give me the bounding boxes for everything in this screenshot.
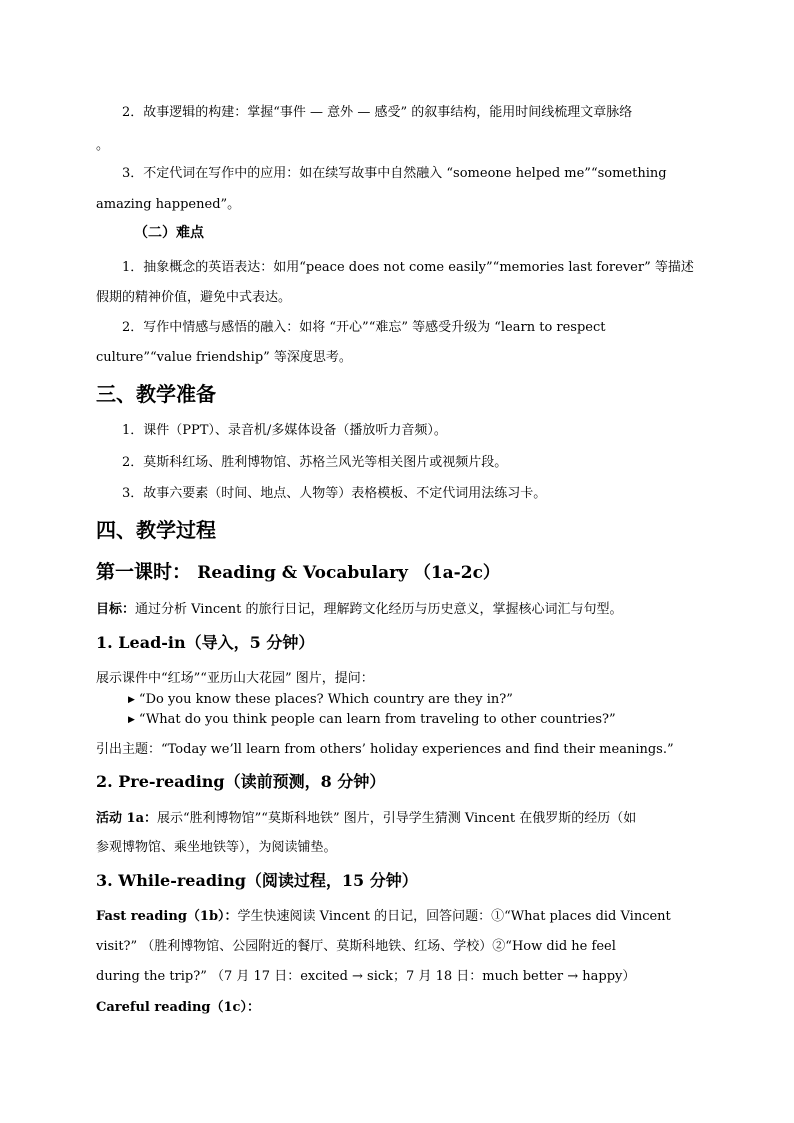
preparation-heading: 三、教学准备 <box>96 382 216 406</box>
fast-reading-label: Fast reading（1b）： <box>96 909 238 924</box>
fast-reading-line3: during the trip?” （7 月 17 日：excited → sick；7 月 18 日：much better → happy） <box>96 969 636 984</box>
bullet-arrow-icon: ▶ <box>128 695 135 705</box>
preparation-item-3: 3．故事六要素（时间、地点、人物等）表格模板、不定代词用法练习卡。 <box>122 486 547 501</box>
lesson1-heading-en: Reading & Vocabulary （1a-2c） <box>197 563 500 583</box>
difficulty-2-line2: culture”“value friendship” 等深度思考。 <box>96 350 352 365</box>
leadin-heading: 1. Lead-in（导入，5 分钟） <box>96 633 315 652</box>
activity-label: 活动 1a： <box>96 811 157 826</box>
goal-label: 目标： <box>96 602 136 617</box>
activity-1a-line1 <box>96 807 636 826</box>
goal-text: 通过分析 Vincent 的旅行日记，理解跨文化经历与历史意义，掌握核心词汇与句型。 <box>135 602 623 617</box>
difficulties-heading: （二）难点 <box>134 225 204 241</box>
activity-text-1: 展示“胜利博物馆”“莫斯科地铁” 图片，引导学生猜测 Vincent 在俄罗斯的经历（如 <box>157 811 637 826</box>
fast-reading-text-1: 学生快速阅读 Vincent 的日记，回答问题：①“What places did Vincent <box>237 909 671 924</box>
bullet-item-2 <box>128 712 616 727</box>
leadin-intro: 展示课件中“红场”“亚历山大花园” 图片，提问： <box>96 671 374 686</box>
key-point-3-line1: 3．不定代词在写作中的应用：如在续写故事中自然融入 “someone helped me”“something <box>122 166 667 181</box>
prereading-heading: 2. Pre-reading（读前预测，8 分钟） <box>96 772 386 791</box>
careful-reading-label: Careful reading（1c）： <box>96 1000 260 1015</box>
key-point-2-line2: 。 <box>96 138 110 153</box>
difficulty-1-line2: 假期的精神价值，避免中式表达。 <box>96 290 292 305</box>
activity-1a-line2: 参观博物馆、乘坐地铁等），为阅读铺垫。 <box>96 840 337 855</box>
fast-reading-line2: visit?” （胜利博物馆、公园附近的餐厅、莫斯科地铁、红场、学校）②“How did he feel <box>96 939 616 954</box>
process-heading: 四、教学过程 <box>96 518 216 542</box>
lesson1-heading <box>96 557 500 584</box>
bullet-2-text: “What do you think people can learn from traveling to other countries?” <box>138 712 616 727</box>
difficulty-1-line1: 1．抽象概念的英语表达：如用“peace does not come easily”“memories last forever” 等描述 <box>122 260 694 275</box>
difficulty-2-line1: 2．写作中情感与感悟的融入：如将 “开心”“难忘” 等感受升级为 “learn to respect <box>122 320 606 335</box>
bullet-arrow-icon: ▶ <box>128 715 135 725</box>
key-point-3-line2: amazing happened”。 <box>96 197 241 212</box>
whilereading-heading: 3. While-reading（阅读过程，15 分钟） <box>96 871 418 890</box>
preparation-item-1: 1．课件（PPT）、录音机/多媒体设备（播放听力音频）。 <box>122 423 447 438</box>
bullet-item-1 <box>128 692 513 707</box>
goal-line <box>96 598 623 617</box>
lesson1-heading-cn: 第一课时： <box>96 561 192 583</box>
fast-reading-line1 <box>96 905 671 924</box>
bullet-1-text: “Do you know these places? Which country are they in?” <box>138 692 513 707</box>
preparation-item-2: 2．莫斯科红场、胜利博物馆、苏格兰风光等相关图片或视频片段。 <box>122 455 508 470</box>
leadin-theme: 引出主题：“Today we’ll learn from others’ holiday experiences and find their meanings.” <box>96 742 674 757</box>
key-point-2-line1: 2．故事逻辑的构建：掌握“事件 — 意外 — 感受” 的叙事结构，能用时间线梳理文章脉络 <box>122 105 633 120</box>
